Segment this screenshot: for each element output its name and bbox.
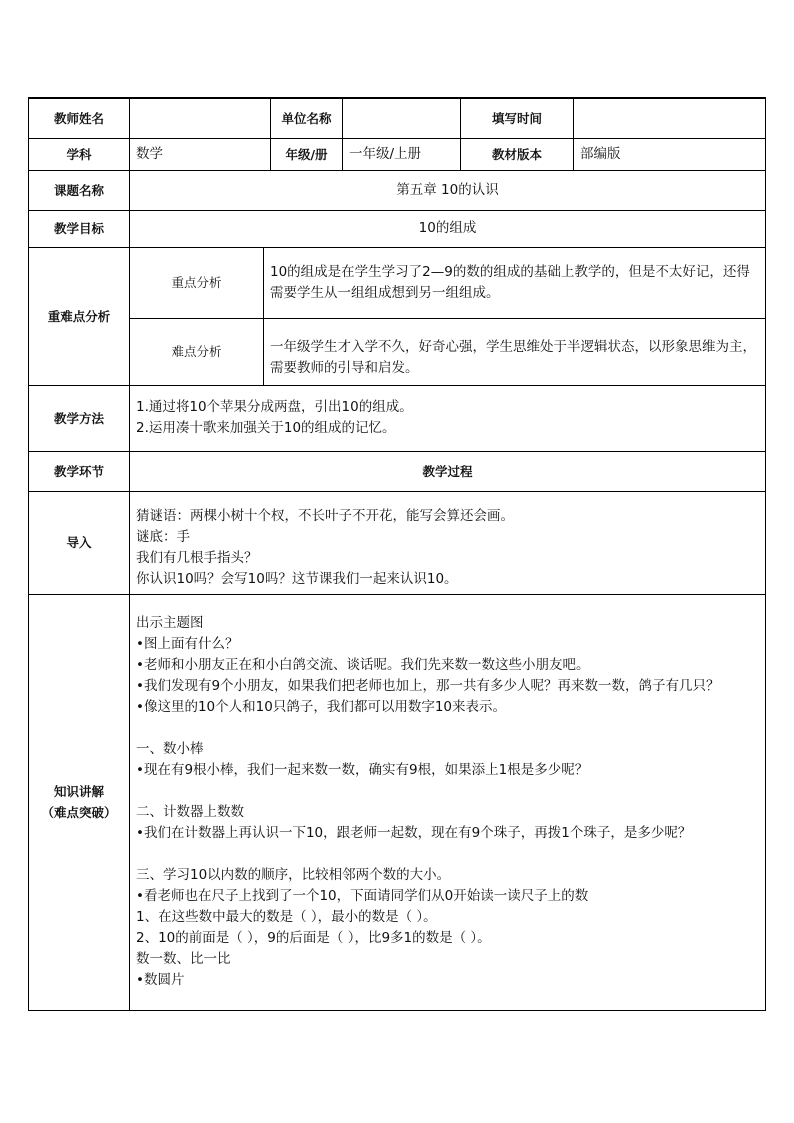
difficulty-cell	[264, 318, 766, 385]
edition-label: 教材版本	[461, 138, 574, 170]
edition-value: 部编版	[574, 138, 766, 170]
knowledge-line: 2、10的前面是（ ），9的后面是（ ），比9多1的数是（ ）。	[136, 930, 491, 946]
subject-value: 数学	[130, 138, 271, 170]
header-row-2	[29, 138, 766, 170]
intro-cell	[130, 491, 766, 594]
intro-line: 你认识10吗？会写10吗？这节课我们一起来认识10。	[136, 570, 458, 587]
key-point-label: 重点分析	[130, 247, 264, 318]
knowledge-row	[29, 594, 766, 1010]
section-heading: 二、计数器上数数	[136, 804, 244, 820]
lesson-title-label: 课题名称	[29, 170, 130, 210]
knowledge-line: •我们发现有9个小朋友，如果我们把老师也加上，那一共有多少人呢？再来数一数，鸽子有几只？	[136, 678, 720, 694]
intro-line: 我们有几根手指头？	[136, 549, 258, 566]
key-point-text: 10的组成是在学生学习了2—9的数的组成的基础上教学的，但是不太好记，还得需要学生从一组组成想到另一组组成。	[270, 263, 750, 301]
intro-line: 猜谜语：两棵小树十个杈，不长叶子不开花，能写会算还会画。	[136, 507, 514, 524]
grade-label: 年级/册	[271, 138, 343, 170]
knowledge-line: •现在有9根小棒，我们一起来数一数，确实有9根，如果添上1根是多少呢？	[136, 762, 589, 778]
knowledge-label-cell	[29, 594, 130, 1010]
teaching-goal-label: 教学目标	[29, 210, 130, 247]
process-header-row	[29, 451, 766, 491]
knowledge-label: 知识讲解	[53, 784, 104, 799]
unit-name-label: 单位名称	[271, 98, 343, 138]
teaching-goal-row	[29, 210, 766, 247]
teaching-method-label: 教学方法	[29, 385, 130, 451]
knowledge-line: •老师和小朋友正在和小白鸽交流、谈话呢。我们先来数一数这些小朋友吧。	[136, 657, 590, 673]
teacher-name-label: 教师姓名	[29, 98, 130, 138]
knowledge-line: •我们在计数器上再认识一下10，跟老师一起数，现在有9个珠子，再拨1个珠子，是多少呢？	[136, 825, 692, 841]
lesson-plan-table	[28, 97, 766, 1011]
grade-value: 一年级/上册	[343, 138, 461, 170]
process-stage-label: 教学环节	[29, 451, 130, 491]
knowledge-cell	[130, 594, 766, 1010]
knowledge-line: 出示主题图	[136, 615, 204, 631]
knowledge-line: •图上面有什么？	[136, 636, 239, 652]
knowledge-line: 1、在这些数中最大的数是（ ），最小的数是（ ）。	[136, 909, 437, 925]
teacher-name-value[interactable]	[130, 98, 271, 138]
method-line: 1.通过将10个苹果分成两盘，引出10的组成。	[136, 399, 413, 415]
knowledge-line: •数圆片	[136, 972, 185, 988]
section-heading: 一、数小棒	[136, 741, 204, 757]
process-title: 教学过程	[130, 451, 766, 491]
intro-line: 谜底：手	[136, 528, 190, 545]
subject-label: 学科	[29, 138, 130, 170]
spacer	[136, 718, 759, 739]
key-point-row	[29, 247, 766, 318]
knowledge-line: •看老师也在尺子上找到了一个10，下面请同学们从0开始读一读尺子上的数	[136, 888, 589, 904]
teaching-method-cell	[130, 385, 766, 451]
section-heading: 三、学习10以内数的顺序，比较相邻两个数的大小。	[136, 867, 451, 883]
intro-row	[29, 491, 766, 594]
knowledge-line: •像这里的10个人和10只鸽子，我们都可以用数字10来表示。	[136, 699, 506, 715]
analysis-label: 重难点分析	[29, 247, 130, 385]
difficulty-label: 难点分析	[130, 318, 264, 385]
method-line: 2.运用凑十歌来加强关于10的组成的记忆。	[136, 420, 396, 436]
spacer	[136, 781, 759, 802]
teaching-goal-value: 10的组成	[130, 210, 766, 247]
unit-name-value[interactable]	[343, 98, 461, 138]
fill-date-label: 填写时间	[461, 98, 574, 138]
fill-date-value[interactable]	[574, 98, 766, 138]
difficulty-text: 一年级学生才入学不久，好奇心强，学生思维处于半逻辑状态，以形象思维为主，需要教师的引导和启发。	[270, 338, 756, 376]
intro-label: 导入	[29, 491, 130, 594]
lesson-title-row	[29, 170, 766, 210]
lesson-title-value: 第五章 10的认识	[130, 170, 766, 210]
header-row-1	[29, 98, 766, 138]
key-point-cell	[264, 247, 766, 318]
difficulty-row	[29, 318, 766, 385]
spacer	[136, 844, 759, 865]
teaching-method-row	[29, 385, 766, 451]
knowledge-line: 数一数、比一比	[136, 951, 231, 967]
knowledge-sublabel: （难点突破）	[41, 805, 117, 820]
